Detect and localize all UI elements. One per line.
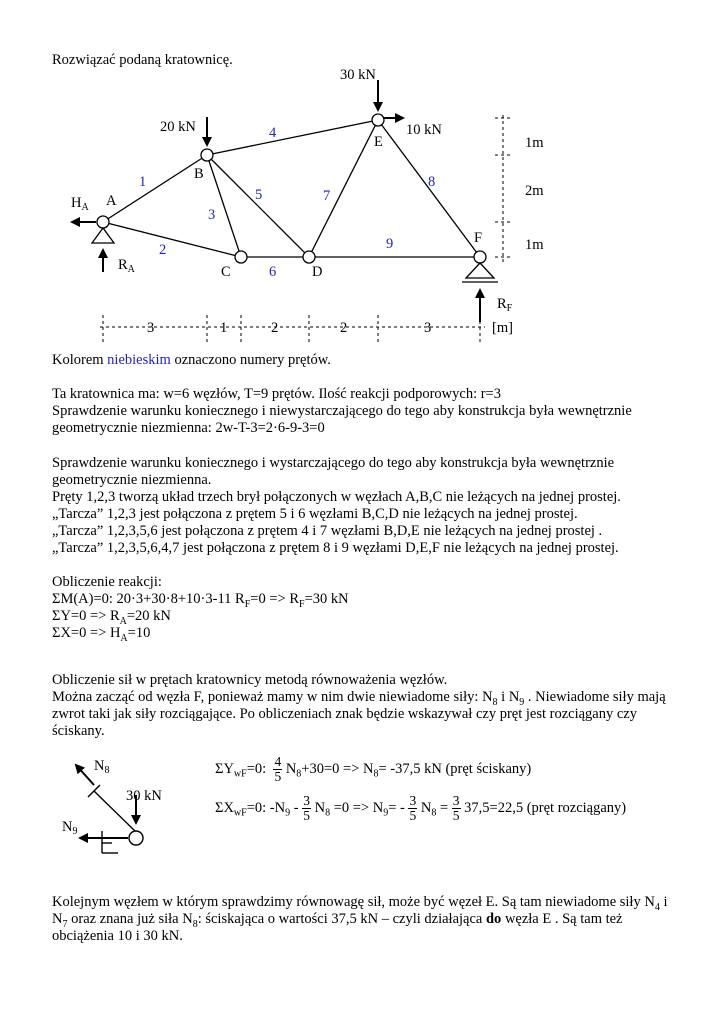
intro-text: Rozwiązać podaną kratownicę. [52,52,233,68]
node-label-c: C [221,264,231,280]
bar-7 [309,120,378,257]
node-a [97,216,109,228]
sufficient-line-2: geometrycznie niezmienna. [52,472,212,488]
span-label-3: 2 [271,320,279,336]
bar-label-3: 3 [208,207,216,223]
bar-label-6: 6 [269,264,277,280]
load-label-e: 30 kN [340,67,376,83]
bar-4 [207,120,378,155]
reactions-heading: Obliczenie reakcji: [52,574,162,590]
reaction-label-ra: $R_A$ [118,257,135,275]
equation-y-node-f: $\Sigma Y_{wF}=0$: $\frac{4}{5}$ $N_8+30=0 => N_8= -37,5$ kN (pręt ściskany) [215,754,532,784]
load-label-e-right: 10 kN [406,122,442,138]
stats-line-2: Sprawdzenie warunku koniecznego i niewystarczającego do tego aby konstrukcja była wewnętrznie [52,403,632,419]
method-line-4: ściskany. [52,723,105,739]
label-n8: $N_8$ [94,758,110,776]
legend-colored-word: niebieskim [107,352,171,368]
bar-label-4: 4 [269,125,277,141]
bar-label-1: 1 [139,174,147,190]
node-f [474,251,486,263]
reaction-eq-1: ΣM(A)=0: 20·3+30·8+10·3-11 $R_F=0 => R_F=30$ kN [52,591,349,610]
height-label-3: 1m [525,237,544,253]
node-label-d: D [312,264,323,280]
span-label-4: 2 [340,320,348,336]
bar-label-5: 5 [255,187,263,203]
node-label-e: E [374,134,383,150]
bar-label-2: 2 [159,242,167,258]
node-f-diagram [50,755,230,865]
label-n9: $N_9$ [62,819,78,837]
reaction-eq-2: $\Sigma Y=0 => R_A=20$ kN [52,608,171,627]
node-label-b: B [194,166,204,182]
closing-line-3: obciążenia 10 i 30 kN. [52,928,183,944]
bar-label-7: 7 [323,188,331,204]
span-label-5: 3 [424,320,432,336]
span-label-2: 1 [220,320,228,336]
node-label-a: A [106,193,117,209]
support-a [92,228,114,243]
legend-text: Kolorem niebieskim oznaczono numery prętów. [52,352,331,368]
span-label-1: 3 [147,320,155,336]
closing-line-2: $N_7$ oraz znana już siła $N_8$: ściskająca o wartości 37,5 kN – czyli działająca do węzła E . Są tam też [52,911,623,930]
reaction-label-rf: $R_F$ [497,296,513,314]
node-e [372,114,384,126]
method-line-2: Można zacząć od węzła F, ponieważ mamy w nim dwie niewiadome siły: $N_8$ i $N_9$ . Niewiadome siły mają [52,689,666,708]
node-f-circle [129,831,143,845]
bar-label-9: 9 [386,236,394,252]
node-label-f: F [474,230,483,246]
bar-label-8: 8 [428,174,436,190]
sufficient-line-6: „Tarcza” 1,2,3,5,6,4,7 jest połączona z prętem 8 i 9 węzłami D,E,F nie leżących na jednej prostej. [52,540,619,556]
sufficient-line-4: „Tarcza” 1,2,3 jest połączona z prętem 5 i 6 węzłami B,C,D nie leżących na jednej prostej. [52,506,578,522]
arrow-n8 [76,765,94,785]
label-30kn: 30 kN [126,788,162,804]
node-b [201,149,213,161]
bar-5 [207,155,309,257]
bar-1 [103,155,207,222]
span-unit: [m] [492,320,513,336]
truss-bars [103,120,483,257]
equation-x-node-f: $\Sigma X_{wF}=0$: $-N_9$ - $\frac{3}{5}$ $N_8 =0 => N_9=$ - $\frac{3}{5}$ $N_8$ = $\frac{3}{5}$ 37,5=22,5 (pręt rozciągany) [215,793,627,823]
reaction-eq-3: $\Sigma X=0 => H_A=10$ [52,625,151,644]
bar-2 [103,222,241,257]
sufficient-line-1: Sprawdzenie warunku koniecznego i wystarczającego do tego aby konstrukcja była wewnętrznie [52,455,615,471]
support-f [466,263,494,278]
bar-3 [207,155,241,257]
stats-line-3: geometrycznie niezmienna: 2w-T-3=2·6-9-3=0 [52,420,325,436]
reaction-label-ha: $H_A$ [71,195,89,213]
closing-line-1: Kolejnym węzłem w którym sprawdzimy równowagę sił, może być węzeł E. Są tam niewiadome siły $N_4$ i [52,894,668,913]
load-label-b: 20 kN [160,119,196,135]
height-label-1: 1m [525,135,544,151]
method-line-1: Obliczenie sił w prętach kratownicy metodą równoważenia węzłów. [52,672,448,688]
method-line-3: zwrot taki jak siły rozciągające. Po obliczeniach znak będzie wskazywał czy pręt jest rozciągany czy [52,706,637,722]
stats-line-1: Ta kratownica ma: w=6 węzłów, T=9 prętów. Ilość reakcji podporowych: r=3 [52,386,501,402]
sufficient-line-5: „Tarcza” 1,2,3,5,6 jest połączona z prętem 4 i 7 węzłami B,D,E nie leżących na jednej prostej . [52,523,603,539]
node-c [235,251,247,263]
sufficient-line-3: Pręty 1,2,3 tworzą układ trzech brył połączonych w węzłach A,B,C nie leżących na jednej prostej. [52,489,621,505]
height-label-2: 2m [525,183,544,199]
node-d [303,251,315,263]
